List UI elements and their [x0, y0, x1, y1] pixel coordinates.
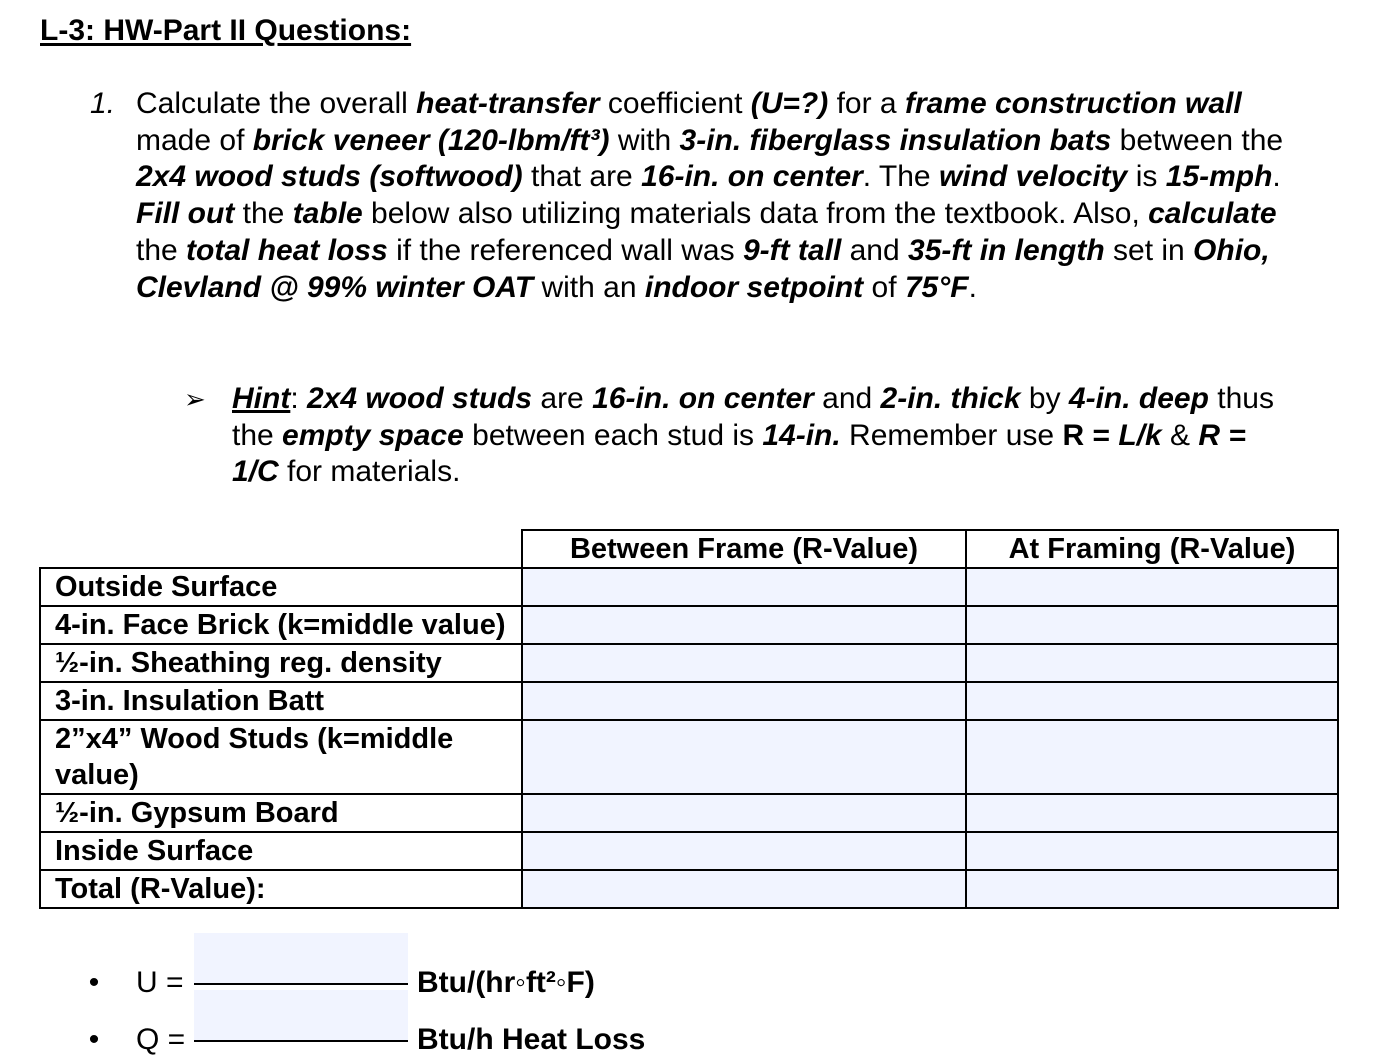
hint-segment: 14-in. [762, 418, 841, 452]
question-segment: and [841, 233, 909, 267]
between-frame-value-cell[interactable] [522, 794, 966, 832]
at-framing-value-cell[interactable] [966, 870, 1338, 908]
question-segment: made of [136, 123, 253, 157]
at-framing-value-cell[interactable] [966, 568, 1338, 606]
q-input[interactable] [194, 990, 408, 1042]
at-framing-value-cell[interactable] [966, 644, 1338, 682]
question-segment: . [1272, 160, 1281, 194]
header-at-framing: At Framing (R-Value) [966, 530, 1338, 568]
header-between-frame: Between Frame (R-Value) [522, 530, 966, 568]
between-frame-value-cell[interactable] [522, 606, 966, 644]
row-label: 3-in. Insulation Batt [40, 682, 522, 720]
hint-segment: R = 1/C [232, 418, 1246, 489]
question-segment: coefficient [599, 87, 751, 120]
question-segment: 2x4 wood studs (softwood) [136, 160, 523, 194]
question-segment: Ohio, Clevland @ 99% winter OAT [136, 233, 1270, 304]
at-framing-value-cell[interactable] [966, 682, 1338, 720]
row-label: Outside Surface [40, 568, 522, 606]
row-label: 4-in. Face Brick (k=middle value) [40, 606, 522, 644]
question-text [136, 86, 1286, 306]
hint-segment: Remember use [840, 418, 1063, 452]
question-segment: (U=?) [750, 87, 829, 120]
between-frame-value-cell[interactable] [522, 568, 966, 606]
question-segment: with an [533, 270, 645, 304]
hint-segment: L/k [1118, 418, 1162, 452]
table-row [40, 832, 1338, 870]
table-row [40, 644, 1338, 682]
table-row [40, 720, 1338, 794]
question-segment: Fill out [136, 197, 235, 231]
question-segment: 75°F [904, 270, 969, 304]
question-number: 1. [90, 87, 116, 120]
table-row [40, 794, 1338, 832]
bullet-icon: • [88, 966, 100, 999]
u-unit: Btu/(hr◦ft²◦F) [417, 966, 595, 999]
hint-segment: for materials. [278, 455, 461, 489]
question-segment: set in [1104, 233, 1194, 267]
question-segment: 3-in. fiberglass insulation bats [679, 123, 1112, 157]
question-segment: brick veneer (120-lbm/ft³) [252, 123, 610, 157]
table-header-row [40, 530, 1338, 568]
table-header-blank [40, 530, 522, 568]
u-label: U = [136, 966, 184, 999]
hint-segment: & [1161, 418, 1199, 452]
between-frame-value-cell[interactable] [522, 644, 966, 682]
hint-segment: are [532, 382, 593, 415]
hint-segment: R [1062, 418, 1085, 452]
question-segment: the [136, 233, 187, 267]
r-value-table [39, 529, 1339, 909]
table-row [40, 870, 1338, 908]
row-label: Total (R-Value): [40, 870, 522, 908]
q-label: Q = [136, 1023, 186, 1056]
question-segment: with [609, 123, 680, 157]
bullet-icon: • [88, 1023, 100, 1056]
question-segment: indoor setpoint [644, 270, 864, 304]
row-label: Inside Surface [40, 832, 522, 870]
row-label: 2”x4” Wood Studs (k=middle value) [40, 720, 522, 794]
question-segment: of [863, 270, 905, 304]
question-segment: 9-ft tall [742, 233, 842, 267]
question-segment: that are [522, 160, 642, 194]
table-row [40, 568, 1338, 606]
between-frame-value-cell[interactable] [522, 682, 966, 720]
arrow-bullet-icon: ➢ [184, 384, 206, 414]
question-segment: calculate [1148, 197, 1277, 231]
between-frame-value-cell[interactable] [522, 720, 966, 794]
question-segment: if the referenced wall was [387, 233, 743, 267]
between-frame-value-cell[interactable] [522, 832, 966, 870]
hint-segment: and [813, 382, 881, 415]
hint-segment: empty space [282, 418, 464, 452]
hint-segment: 16-in. on center [592, 382, 814, 415]
at-framing-value-cell[interactable] [966, 606, 1338, 644]
hint-text [232, 381, 1282, 491]
page-title: L-3: HW-Part II Questions: [40, 14, 412, 47]
question-segment: 16-in. on center [641, 160, 863, 194]
row-label: ½-in. Sheathing reg. density [40, 644, 522, 682]
question-segment: . The [862, 160, 939, 194]
question-segment: wind velocity [938, 160, 1128, 194]
row-label: ½-in. Gypsum Board [40, 794, 522, 832]
question-segment: 35-ft in length [908, 233, 1105, 267]
between-frame-value-cell[interactable] [522, 870, 966, 908]
question-segment: . [968, 270, 977, 304]
hint-segment: thus the [232, 382, 1274, 452]
at-framing-value-cell[interactable] [966, 794, 1338, 832]
question-segment: table [292, 197, 363, 231]
at-framing-value-cell[interactable] [966, 720, 1338, 794]
table-row [40, 682, 1338, 720]
hint-segment: 2x4 wood studs [307, 382, 533, 415]
hint-segment: : [290, 382, 307, 415]
hint-segment: 4-in. deep [1068, 382, 1209, 415]
question-segment: heat-transfer [416, 87, 600, 120]
table-row [40, 606, 1338, 644]
q-unit: Btu/h Heat Loss [417, 1023, 646, 1056]
question-segment: is [1127, 160, 1166, 194]
question-segment: below also utilizing materials data from the textbook. Also, [362, 197, 1149, 231]
question-segment: between the [1111, 123, 1284, 157]
question-segment: 15-mph [1165, 160, 1273, 194]
hint-segment: Hint [232, 382, 291, 415]
u-input[interactable] [194, 933, 408, 985]
question-segment: Calculate the overall [136, 87, 417, 120]
question-segment: frame construction wall [904, 87, 1242, 120]
question-segment: the [234, 197, 293, 231]
hint-segment: 2-in. thick [880, 382, 1021, 415]
hint-segment: by [1020, 382, 1069, 415]
hint-segment: = [1084, 418, 1119, 452]
question-segment: total heat loss [186, 233, 388, 267]
hint-segment: between each stud is [463, 418, 763, 452]
question-segment: for a [828, 87, 905, 120]
at-framing-value-cell[interactable] [966, 832, 1338, 870]
